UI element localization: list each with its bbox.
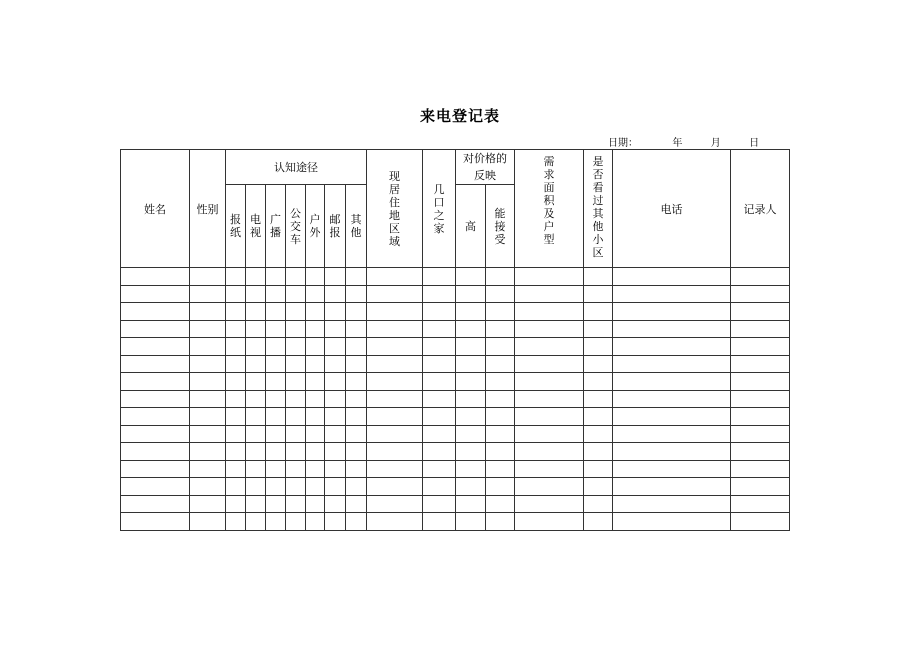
table-cell[interactable] <box>286 268 306 286</box>
table-cell[interactable] <box>306 373 325 391</box>
table-cell[interactable] <box>731 355 790 373</box>
table-cell[interactable] <box>266 478 286 496</box>
table-cell[interactable] <box>486 303 515 321</box>
header-awareness-newspaper: 报纸 <box>226 185 246 268</box>
table-cell[interactable] <box>246 373 266 391</box>
table-cell[interactable] <box>346 338 367 356</box>
table-cell[interactable] <box>325 303 346 321</box>
table-cell[interactable] <box>584 513 613 531</box>
table-cell[interactable] <box>346 268 367 286</box>
header-awareness-outdoor: 户外 <box>306 185 325 268</box>
table-cell[interactable] <box>423 443 456 461</box>
date-month: 月 <box>710 138 721 149</box>
table-cell[interactable] <box>306 303 325 321</box>
table-cell[interactable] <box>346 443 367 461</box>
table-cell[interactable] <box>266 320 286 338</box>
table-cell[interactable] <box>121 408 190 426</box>
table-cell[interactable] <box>286 495 306 513</box>
table-row <box>121 495 790 513</box>
table-cell[interactable] <box>486 338 515 356</box>
table-cell[interactable] <box>246 425 266 443</box>
table-cell[interactable] <box>325 425 346 443</box>
table-cell[interactable] <box>515 268 584 286</box>
table-cell[interactable] <box>367 390 423 408</box>
table-cell[interactable] <box>226 338 246 356</box>
table-cell[interactable] <box>367 425 423 443</box>
table-cell[interactable] <box>325 285 346 303</box>
table-cell[interactable] <box>584 460 613 478</box>
table-cell[interactable] <box>456 285 486 303</box>
table-cell[interactable] <box>286 460 306 478</box>
table-cell[interactable] <box>190 495 226 513</box>
table-cell[interactable] <box>731 320 790 338</box>
table-cell[interactable] <box>456 355 486 373</box>
table-cell[interactable] <box>515 478 584 496</box>
table-cell[interactable] <box>306 338 325 356</box>
table-cell[interactable] <box>306 355 325 373</box>
header-awareness-tv: 电视 <box>246 185 266 268</box>
table-cell[interactable] <box>613 285 731 303</box>
table-cell[interactable] <box>423 285 456 303</box>
registration-table <box>120 149 790 531</box>
table-cell[interactable] <box>286 320 306 338</box>
table-cell[interactable] <box>306 285 325 303</box>
table-cell[interactable] <box>190 268 226 286</box>
table-cell[interactable] <box>515 373 584 391</box>
table-cell[interactable] <box>515 390 584 408</box>
header-phone: 电话 <box>613 150 731 268</box>
table-cell[interactable] <box>246 478 266 496</box>
table-cell[interactable] <box>286 285 306 303</box>
table-cell[interactable] <box>456 338 486 356</box>
date-year: 年 <box>672 138 683 149</box>
table-cell[interactable] <box>731 373 790 391</box>
table-cell[interactable] <box>121 285 190 303</box>
table-cell[interactable] <box>246 320 266 338</box>
header-residence: 现居住地区域 <box>367 150 423 268</box>
table-cell[interactable] <box>226 355 246 373</box>
table-cell[interactable] <box>286 443 306 461</box>
table-row <box>121 355 790 373</box>
table-cell[interactable] <box>266 460 286 478</box>
header-visited: 是否看过其他小区 <box>584 150 613 268</box>
table-cell[interactable] <box>226 285 246 303</box>
table-cell[interactable] <box>486 495 515 513</box>
table-cell[interactable] <box>423 355 456 373</box>
table-cell[interactable] <box>486 408 515 426</box>
table-cell[interactable] <box>226 443 246 461</box>
table-cell[interactable] <box>515 443 584 461</box>
table-cell[interactable] <box>613 268 731 286</box>
table-cell[interactable] <box>246 390 266 408</box>
table-cell[interactable] <box>367 478 423 496</box>
page-title: 来电登记表 <box>419 107 500 125</box>
table-row <box>121 390 790 408</box>
table-cell[interactable] <box>584 338 613 356</box>
table-cell[interactable] <box>286 425 306 443</box>
table-cell[interactable] <box>423 513 456 531</box>
table-cell[interactable] <box>731 460 790 478</box>
table-cell[interactable] <box>226 268 246 286</box>
table-cell[interactable] <box>190 460 226 478</box>
table-cell[interactable] <box>190 478 226 496</box>
table-cell[interactable] <box>423 320 456 338</box>
table-cell[interactable] <box>584 320 613 338</box>
table-cell[interactable] <box>486 513 515 531</box>
table-cell[interactable] <box>286 338 306 356</box>
table-cell[interactable] <box>613 303 731 321</box>
table-cell[interactable] <box>731 495 790 513</box>
table-cell[interactable] <box>613 495 731 513</box>
table-cell[interactable] <box>515 320 584 338</box>
table-cell[interactable] <box>226 408 246 426</box>
table-cell[interactable] <box>121 373 190 391</box>
table-row <box>121 373 790 391</box>
table-cell[interactable] <box>325 373 346 391</box>
table-cell[interactable] <box>226 303 246 321</box>
header-awareness-mail: 邮报 <box>325 185 346 268</box>
table-cell[interactable] <box>266 338 286 356</box>
table-cell[interactable] <box>306 495 325 513</box>
table-cell[interactable] <box>486 355 515 373</box>
table-cell[interactable] <box>325 338 346 356</box>
header-awareness-other: 其他 <box>346 185 367 268</box>
table-cell[interactable] <box>515 338 584 356</box>
table-cell[interactable] <box>190 390 226 408</box>
table-cell[interactable] <box>486 443 515 461</box>
table-cell[interactable] <box>266 495 286 513</box>
table-cell[interactable] <box>423 460 456 478</box>
table-cell[interactable] <box>346 478 367 496</box>
table-cell[interactable] <box>423 303 456 321</box>
header-family: 几口之家 <box>423 150 456 268</box>
table-cell[interactable] <box>346 320 367 338</box>
table-cell[interactable] <box>731 425 790 443</box>
table-cell[interactable] <box>190 408 226 426</box>
table-cell[interactable] <box>266 408 286 426</box>
table-cell[interactable] <box>190 285 226 303</box>
date-line <box>608 134 759 149</box>
table-cell[interactable] <box>367 355 423 373</box>
table-cell[interactable] <box>486 478 515 496</box>
table-cell[interactable] <box>306 408 325 426</box>
table-cell[interactable] <box>306 513 325 531</box>
table-cell[interactable] <box>731 268 790 286</box>
table-cell[interactable] <box>346 303 367 321</box>
table-cell[interactable] <box>456 443 486 461</box>
table-cell[interactable] <box>486 268 515 286</box>
table-cell[interactable] <box>226 320 246 338</box>
table-cell[interactable] <box>266 373 286 391</box>
table-cell[interactable] <box>121 338 190 356</box>
header-price: 对价格的反映 <box>456 150 515 185</box>
table-cell[interactable] <box>515 513 584 531</box>
table-cell[interactable] <box>246 303 266 321</box>
table-cell[interactable] <box>367 373 423 391</box>
table-cell[interactable] <box>456 373 486 391</box>
table-cell[interactable] <box>266 285 286 303</box>
header-awareness: 认知途径 <box>226 150 367 185</box>
header-recorder: 记录人 <box>731 150 790 268</box>
table-cell[interactable] <box>486 373 515 391</box>
table-cell[interactable] <box>266 425 286 443</box>
table-cell[interactable] <box>731 513 790 531</box>
table-cell[interactable] <box>121 268 190 286</box>
table-cell[interactable] <box>731 338 790 356</box>
table-cell[interactable] <box>613 355 731 373</box>
table-cell[interactable] <box>346 373 367 391</box>
table-cell[interactable] <box>456 495 486 513</box>
table-cell[interactable] <box>286 373 306 391</box>
table-cell[interactable] <box>226 425 246 443</box>
table-cell[interactable] <box>325 268 346 286</box>
table-cell[interactable] <box>613 338 731 356</box>
table-cell[interactable] <box>121 495 190 513</box>
table-cell[interactable] <box>486 320 515 338</box>
table-cell[interactable] <box>346 425 367 443</box>
table-cell[interactable] <box>613 390 731 408</box>
table-cell[interactable] <box>266 390 286 408</box>
table-cell[interactable] <box>246 513 266 531</box>
table-cell[interactable] <box>731 390 790 408</box>
table-cell[interactable] <box>306 460 325 478</box>
table-cell[interactable] <box>486 285 515 303</box>
table-cell[interactable] <box>246 408 266 426</box>
table-cell[interactable] <box>486 390 515 408</box>
table-cell[interactable] <box>613 460 731 478</box>
table-cell[interactable] <box>613 513 731 531</box>
table-cell[interactable] <box>367 495 423 513</box>
table-row <box>121 443 790 461</box>
table-cell[interactable] <box>246 460 266 478</box>
table-cell[interactable] <box>613 443 731 461</box>
table-cell[interactable] <box>367 408 423 426</box>
table-cell[interactable] <box>190 373 226 391</box>
table-row <box>121 408 790 426</box>
table-cell[interactable] <box>325 408 346 426</box>
table-row <box>121 303 790 321</box>
table-cell[interactable] <box>246 443 266 461</box>
table-cell[interactable] <box>367 338 423 356</box>
table-cell[interactable] <box>731 303 790 321</box>
table-cell[interactable] <box>584 495 613 513</box>
table-cell[interactable] <box>121 460 190 478</box>
header-name: 姓名 <box>121 150 190 268</box>
table-cell[interactable] <box>367 285 423 303</box>
header-awareness-radio: 广播 <box>266 185 286 268</box>
table-cell[interactable] <box>367 513 423 531</box>
table-cell[interactable] <box>306 390 325 408</box>
date-label: 日期： <box>608 138 638 149</box>
table-cell[interactable] <box>346 408 367 426</box>
table-cell[interactable] <box>121 513 190 531</box>
header-price-high: 高 <box>456 185 486 268</box>
table-cell[interactable] <box>346 390 367 408</box>
table-cell[interactable] <box>226 478 246 496</box>
table-cell[interactable] <box>367 268 423 286</box>
table-cell[interactable] <box>121 303 190 321</box>
table-cell[interactable] <box>367 320 423 338</box>
table-cell[interactable] <box>731 408 790 426</box>
table-cell[interactable] <box>584 478 613 496</box>
table-cell[interactable] <box>226 513 246 531</box>
table-cell[interactable] <box>266 513 286 531</box>
table-row <box>121 285 790 303</box>
table-cell[interactable] <box>367 303 423 321</box>
table-cell[interactable] <box>423 390 456 408</box>
table-cell[interactable] <box>613 425 731 443</box>
table-cell[interactable] <box>584 443 613 461</box>
table-cell[interactable] <box>190 320 226 338</box>
table-cell[interactable] <box>731 443 790 461</box>
table-cell[interactable] <box>190 443 226 461</box>
table-cell[interactable] <box>613 373 731 391</box>
table-cell[interactable] <box>266 355 286 373</box>
table-cell[interactable] <box>731 478 790 496</box>
table-cell[interactable] <box>584 285 613 303</box>
table-cell[interactable] <box>613 408 731 426</box>
table-cell[interactable] <box>286 355 306 373</box>
table-cell[interactable] <box>456 425 486 443</box>
header-gender: 性别 <box>190 150 226 268</box>
table-cell[interactable] <box>367 443 423 461</box>
table-cell[interactable] <box>226 495 246 513</box>
table-cell[interactable] <box>286 513 306 531</box>
table-cell[interactable] <box>346 495 367 513</box>
table-cell[interactable] <box>286 303 306 321</box>
table-row <box>121 425 790 443</box>
table-cell[interactable] <box>423 495 456 513</box>
table-cell[interactable] <box>456 320 486 338</box>
table-cell[interactable] <box>306 443 325 461</box>
table-cell[interactable] <box>515 460 584 478</box>
table-cell[interactable] <box>226 460 246 478</box>
table-cell[interactable] <box>325 355 346 373</box>
table-cell[interactable] <box>325 513 346 531</box>
table-cell[interactable] <box>456 303 486 321</box>
table-cell[interactable] <box>266 443 286 461</box>
table-cell[interactable] <box>226 373 246 391</box>
table-cell[interactable] <box>486 460 515 478</box>
table-cell[interactable] <box>325 460 346 478</box>
table-cell[interactable] <box>584 390 613 408</box>
table-cell[interactable] <box>423 408 456 426</box>
table-cell[interactable] <box>486 425 515 443</box>
table-cell[interactable] <box>121 320 190 338</box>
table-cell[interactable] <box>584 408 613 426</box>
table-cell[interactable] <box>325 390 346 408</box>
table-cell[interactable] <box>423 478 456 496</box>
table-cell[interactable] <box>286 390 306 408</box>
table-cell[interactable] <box>515 303 584 321</box>
table-cell[interactable] <box>190 425 226 443</box>
header-demand: 需求面积及户型 <box>515 150 584 268</box>
table-cell[interactable] <box>367 460 423 478</box>
table-cell[interactable] <box>246 338 266 356</box>
table-row <box>121 460 790 478</box>
table-cell[interactable] <box>266 303 286 321</box>
header-awareness-bus: 公交车 <box>286 185 306 268</box>
table-cell[interactable] <box>515 408 584 426</box>
table-cell[interactable] <box>515 495 584 513</box>
table-cell[interactable] <box>515 425 584 443</box>
table-cell[interactable] <box>325 495 346 513</box>
table-cell[interactable] <box>246 355 266 373</box>
table-cell[interactable] <box>346 513 367 531</box>
table-cell[interactable] <box>613 478 731 496</box>
table-cell[interactable] <box>286 478 306 496</box>
table-cell[interactable] <box>306 268 325 286</box>
table-cell[interactable] <box>325 320 346 338</box>
table-cell[interactable] <box>456 460 486 478</box>
table-cell[interactable] <box>306 425 325 443</box>
table-cell[interactable] <box>306 320 325 338</box>
table-cell[interactable] <box>121 425 190 443</box>
table-cell[interactable] <box>456 390 486 408</box>
table-cell[interactable] <box>306 478 325 496</box>
table-cell[interactable] <box>190 513 226 531</box>
table-cell[interactable] <box>456 408 486 426</box>
table-cell[interactable] <box>731 285 790 303</box>
table-cell[interactable] <box>190 303 226 321</box>
table-cell[interactable] <box>325 443 346 461</box>
table-cell[interactable] <box>286 408 306 426</box>
header-price-acceptable: 能接受 <box>486 185 515 268</box>
table-cell[interactable] <box>423 425 456 443</box>
table-row <box>121 478 790 496</box>
table-row <box>121 268 790 286</box>
table-cell[interactable] <box>246 268 266 286</box>
table-row <box>121 320 790 338</box>
table-cell[interactable] <box>584 373 613 391</box>
table-cell[interactable] <box>121 390 190 408</box>
table-cell[interactable] <box>325 478 346 496</box>
table-cell[interactable] <box>613 320 731 338</box>
table-cell[interactable] <box>346 285 367 303</box>
table-cell[interactable] <box>246 495 266 513</box>
table-cell[interactable] <box>121 355 190 373</box>
table-cell[interactable] <box>226 390 246 408</box>
table-row <box>121 513 790 531</box>
table-cell[interactable] <box>266 268 286 286</box>
table-cell[interactable] <box>121 443 190 461</box>
table-cell[interactable] <box>346 355 367 373</box>
table-cell[interactable] <box>456 478 486 496</box>
table-cell[interactable] <box>423 268 456 286</box>
table-cell[interactable] <box>246 285 266 303</box>
table-cell[interactable] <box>190 355 226 373</box>
table-cell[interactable] <box>584 268 613 286</box>
table-cell[interactable] <box>423 373 456 391</box>
table-cell[interactable] <box>515 355 584 373</box>
table-cell[interactable] <box>190 338 226 356</box>
table-cell[interactable] <box>515 285 584 303</box>
table-cell[interactable] <box>121 478 190 496</box>
table-cell[interactable] <box>584 303 613 321</box>
table-row <box>121 338 790 356</box>
table-cell[interactable] <box>584 355 613 373</box>
table-cell[interactable] <box>456 268 486 286</box>
table-cell[interactable] <box>346 460 367 478</box>
table-cell[interactable] <box>584 425 613 443</box>
table-cell[interactable] <box>456 513 486 531</box>
date-day: 日 <box>749 138 760 149</box>
table-cell[interactable] <box>423 338 456 356</box>
